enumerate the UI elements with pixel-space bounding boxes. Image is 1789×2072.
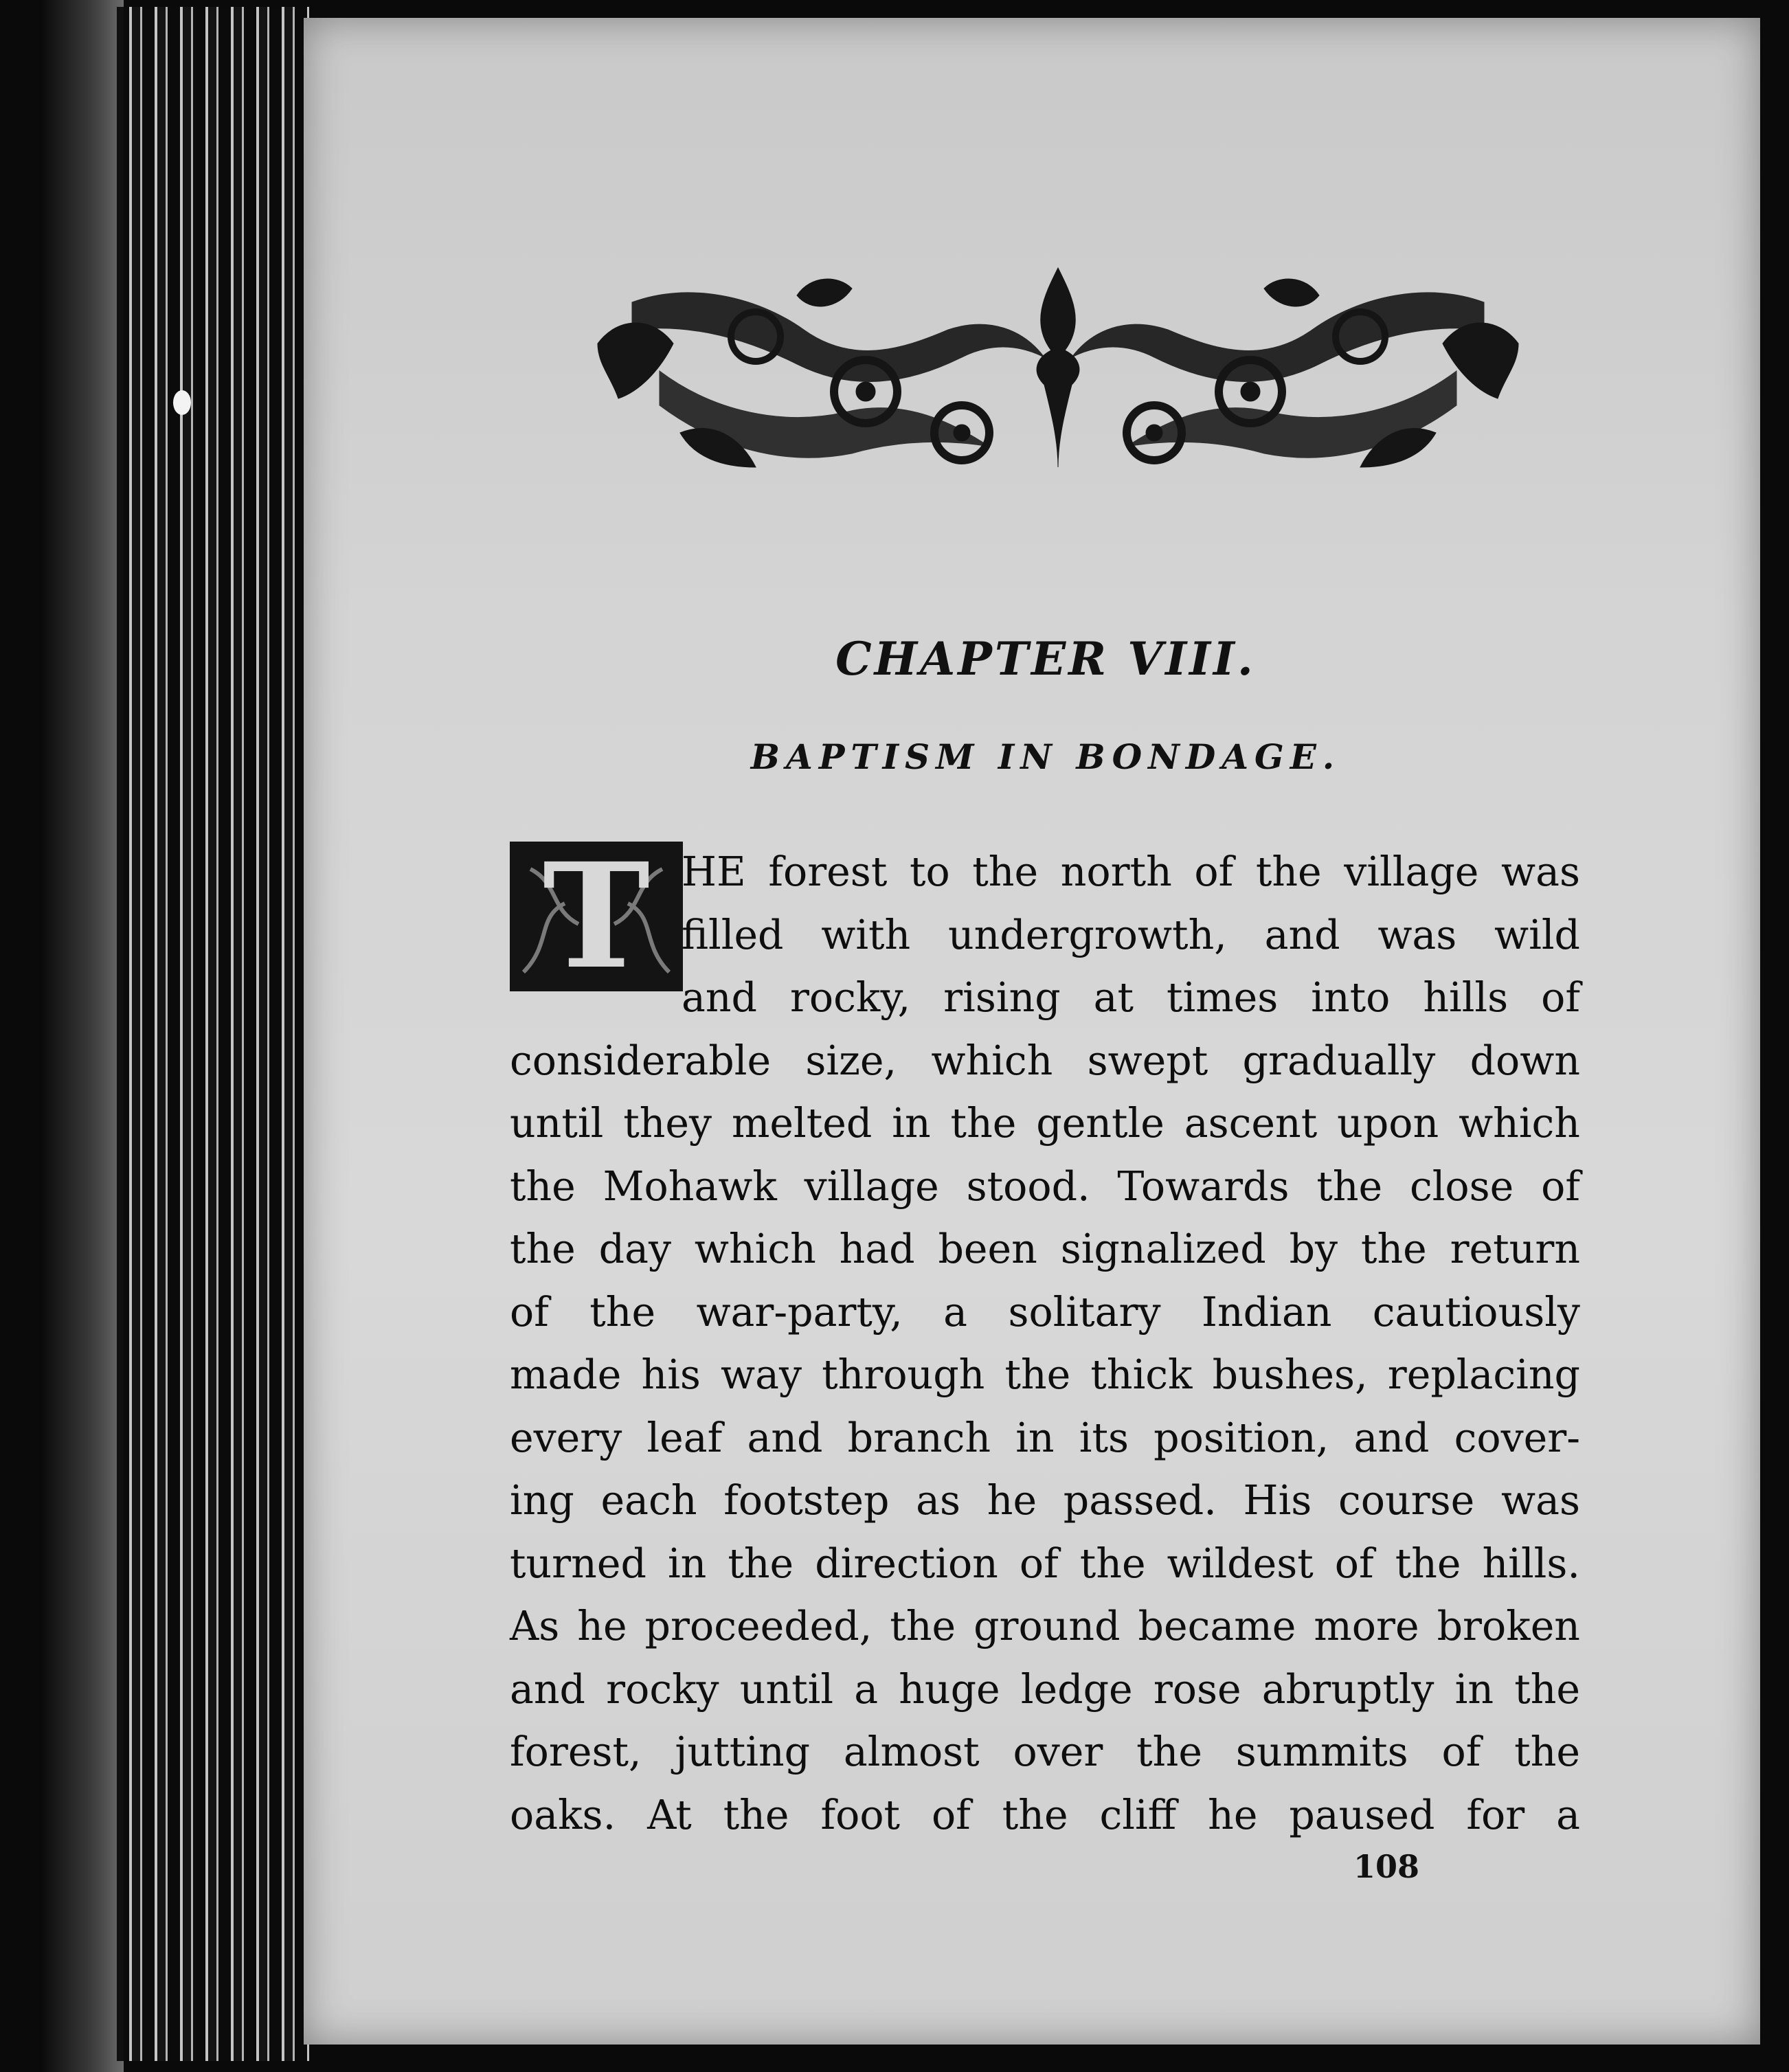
page-hole-mark — [173, 390, 191, 415]
under-page-shadow — [41, 0, 124, 2072]
book-page-edges — [117, 7, 309, 2061]
text-line: filled with undergrowth, and was wild — [682, 911, 1580, 958]
chapter-subtitle: BAPTISM IN BONDAGE. — [750, 736, 1341, 777]
text-line: the day which had been signalized by the return — [510, 1226, 1580, 1272]
page-number: 108 — [1353, 1848, 1420, 1885]
scan-border-right — [1760, 0, 1789, 2072]
text-line: of the war-party, a solitary Indian cautiously — [510, 1288, 1580, 1336]
chapter-title: CHAPTER VIII. — [835, 632, 1256, 686]
text-line: As he proceeded, the ground became more broken — [510, 1603, 1580, 1649]
text-line: and rocky until a huge ledge rose abruptly in the — [510, 1665, 1580, 1713]
text-line: oaks. At the foot of the cliff he paused for a — [510, 1791, 1580, 1838]
text-line: HE forest to the north of the village was — [682, 848, 1580, 895]
text-line: until they melted in the gentle ascent upon which — [510, 1100, 1580, 1147]
text-line: the Mohawk village stood. Towards the close of — [510, 1162, 1580, 1210]
text-line: forest, jutting almost over the summits of the — [510, 1728, 1580, 1775]
text-line: turned in the direction of the wildest of the hills. — [510, 1540, 1580, 1587]
drop-cap-letter: T — [542, 831, 651, 1001]
text-line: ing each footstep as he passed. His course was — [510, 1477, 1580, 1524]
floral-headpiece-ornament — [577, 254, 1539, 488]
chapter-body-text — [510, 831, 1580, 1847]
text-line: made his way through the thick bushes, replacing — [510, 1351, 1580, 1398]
text-line: and rocky, rising at times into hills of — [682, 974, 1580, 1021]
text-line: considerable size, which swept gradually down — [510, 1037, 1580, 1084]
text-line: every leaf and branch in its position, and cover- — [510, 1414, 1580, 1461]
